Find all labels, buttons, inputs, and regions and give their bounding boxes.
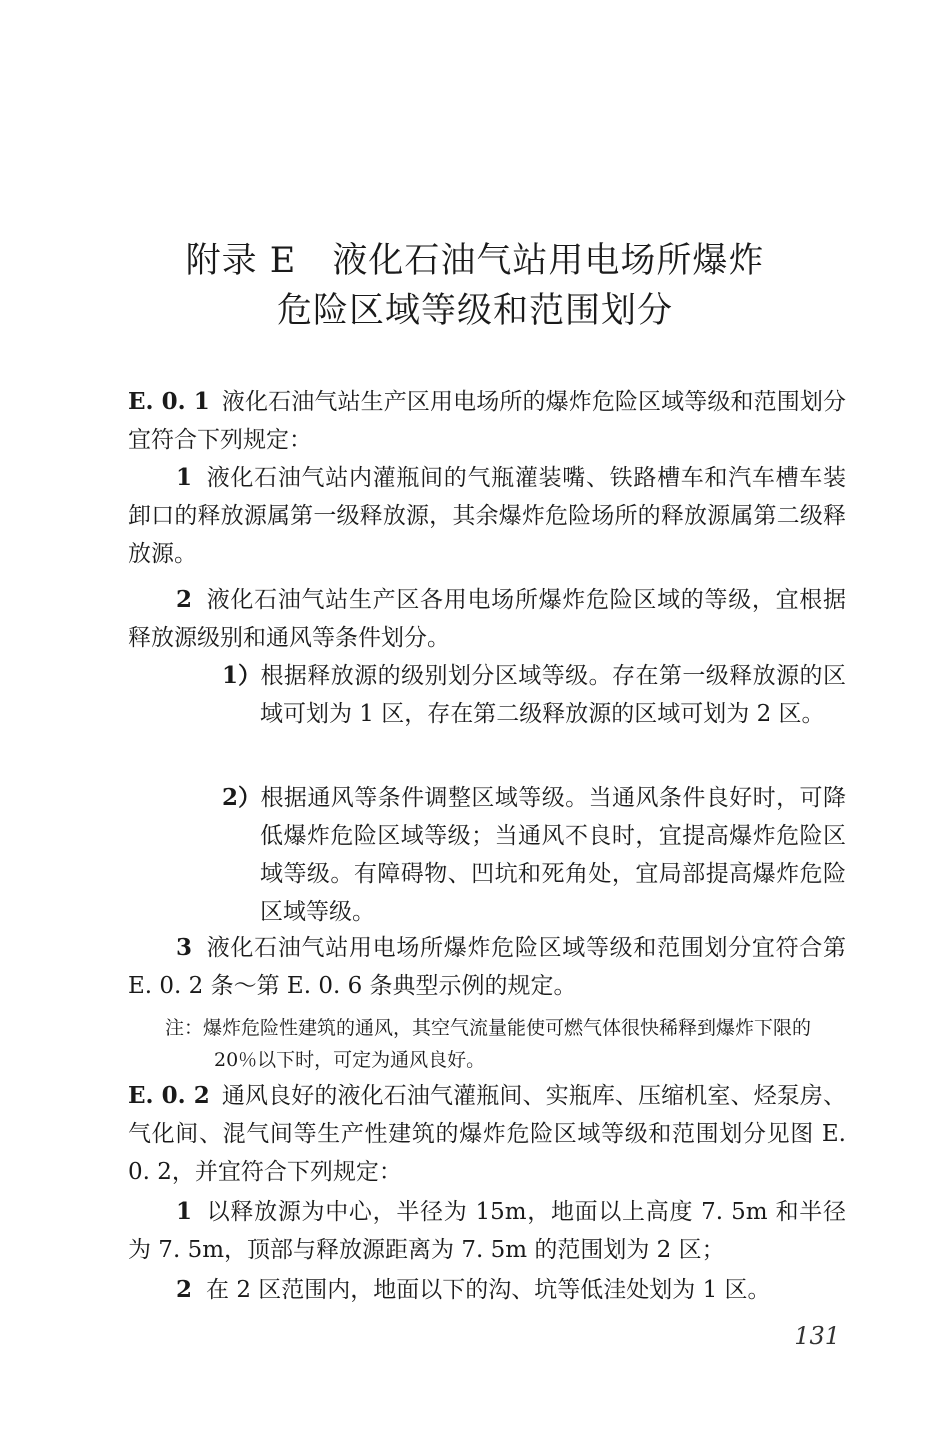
item-text: 以释放源为中心，半径为 15m，地面以上高度 7. 5m 和半径为 7. 5m，顶部与释放源距离为 7. 5m 的范围划为 2 区； [128,1199,846,1263]
clause-e01-item-1 [128,459,846,573]
item-number: 1 [176,1198,193,1225]
subitem-text: 根据释放源的级别划分区域等级。存在第一级释放源的区域可划为 1 区，存在第二级释放源的区域可划为 2 区。 [260,663,846,727]
subitem-text: 根据通风等条件调整区域等级。当通风条件良好时，可降低爆炸危险区域等级；当通风不良时，宜提高爆炸危险区域等级。有障碍物、凹坑和死角处，宜局部提高爆炸危险区域等级。 [260,785,846,925]
clause-label: E. 0. 2 [128,1082,210,1109]
clause-label: E. 0. 1 [128,388,210,415]
appendix-title-line1: 附录 E 液化石油气站用电场所爆炸 [185,241,765,281]
item-number: 2 [176,586,193,613]
item-text: 液化石油气站生产区各用电场所爆炸危险区域的等级，宜根据释放源级别和通风等条件划分。 [128,587,846,651]
item-number: 1 [176,464,193,491]
clause-e02-item-2 [128,1271,846,1309]
subitem-marker: 2） [222,784,262,811]
clause-text: 通风良好的液化石油气灌瓶间、实瓶库、压缩机室、烃泵房、气化间、混气间等生产性建筑的爆炸危险区域等级和范围划分见图 E. 0. 2，并宜符合下列规定： [128,1083,846,1185]
clause-e02-item-1 [128,1193,846,1269]
item-number: 2 [176,1276,193,1303]
clause-e01-subitem-2 [222,779,846,931]
clause-text: 液化石油气站生产区用电场所的爆炸危险区域等级和范围划分宜符合下列规定： [128,389,846,453]
note-marker: 注： [165,1017,204,1039]
clause-e01-subitem-1 [222,657,846,733]
appendix-title-line2: 危险区域等级和范围划分 [276,291,673,331]
item-number: 3 [176,934,193,961]
clause-e01 [128,383,846,459]
subitem-marker: 1） [222,662,262,689]
note-text: 爆炸危险性建筑的通风，其空气流量能使可燃气体很快稀释到爆炸下限的 20％以下时，可定为通风良好。 [203,1017,812,1071]
clause-e01-item-2 [128,581,846,657]
page-number: 131 [794,1322,840,1350]
clause-e01-note [165,1012,846,1076]
item-text: 液化石油气站用电场所爆炸危险区域等级和范围划分宜符合第 E. 0. 2 条～第 E. 0. 6 条典型示例的规定。 [128,935,846,999]
clause-e01-item-3 [128,929,846,1005]
item-text: 在 2 区范围内，地面以下的沟、坑等低洼处划为 1 区。 [206,1277,771,1303]
item-text: 液化石油气站内灌瓶间的气瓶灌装嘴、铁路槽车和汽车槽车装卸口的释放源属第一级释放源，其余爆炸危险场所的释放源属第二级释放源。 [128,465,846,567]
clause-e02 [128,1077,846,1191]
